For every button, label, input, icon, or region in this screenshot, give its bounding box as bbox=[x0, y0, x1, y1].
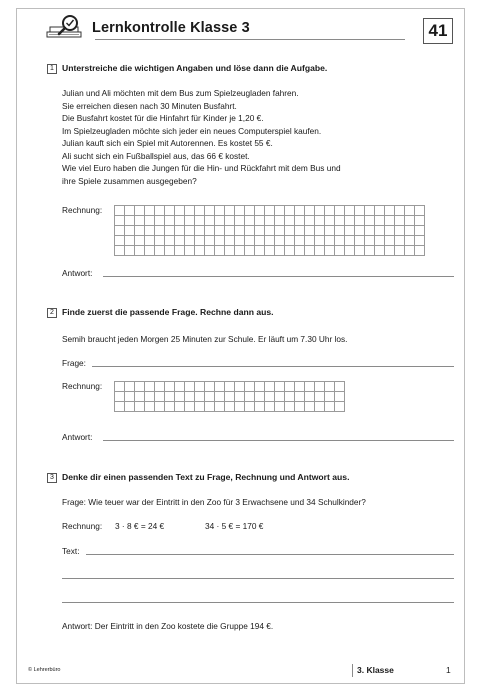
task-3-question: Frage: Wie teuer war der Eintritt in den Zoo für 3 Erwachsene und 34 Schulkinder? bbox=[62, 497, 366, 507]
task-1-calc-grid[interactable] bbox=[114, 205, 425, 256]
task-1-line: Die Busfahrt kostet für die Hinfahrt für Kinder je 1,20 €. bbox=[62, 113, 264, 123]
task-2-heading: Finde zuerst die passende Frage. Rechne dann aus. bbox=[62, 307, 274, 317]
task-2-answer-line[interactable] bbox=[103, 440, 454, 441]
task-3-number: 3 bbox=[47, 473, 57, 483]
task-3-calc-label: Rechnung: bbox=[62, 521, 103, 531]
page-number: 1 bbox=[446, 665, 451, 675]
copyright: © Lehrerbüro bbox=[28, 667, 61, 673]
task-3-text-line[interactable] bbox=[86, 554, 454, 555]
task-3-answer: Antwort: Der Eintritt in den Zoo kostete die Gruppe 194 €. bbox=[62, 621, 274, 631]
task-2-number: 2 bbox=[47, 308, 57, 318]
task-1-calc-label: Rechnung: bbox=[62, 205, 103, 215]
task-1-answer-label: Antwort: bbox=[62, 268, 93, 278]
task-2-calc-grid[interactable] bbox=[114, 381, 345, 412]
task-1-text bbox=[62, 87, 341, 187]
task-1-line: Julian und Ali möchten mit dem Bus zum Spielzeugladen fahren. bbox=[62, 88, 299, 98]
page-title: Lernkontrolle Klasse 3 bbox=[92, 20, 250, 36]
task-1-line: Julian kauft sich ein Spiel mit Autorennen. Es kostet 55 €. bbox=[62, 138, 273, 148]
magnifier-books-icon bbox=[44, 14, 90, 47]
footer-separator bbox=[352, 664, 353, 677]
class-label: 3. Klasse bbox=[357, 665, 394, 675]
task-2-calc-label: Rechnung: bbox=[62, 381, 103, 391]
task-1-line: Im Spielzeugladen möchte sich jeder ein neues Computerspiel kaufen. bbox=[62, 125, 322, 136]
task-3-text-line[interactable] bbox=[62, 578, 454, 579]
task-1-line: Ali sucht sich ein Fußballspiel aus, das 66 € kostet. bbox=[62, 150, 250, 161]
task-1-heading: Unterstreiche die wichtigen Angaben und löse dann die Aufgabe. bbox=[62, 63, 328, 73]
task-3-text-label: Text: bbox=[62, 546, 80, 556]
task-2-question-line[interactable] bbox=[92, 366, 454, 367]
task-3-calc-1: 3 · 8 € = 24 € bbox=[115, 521, 165, 531]
task-3-text-line[interactable] bbox=[62, 602, 454, 603]
task-2-question-label: Frage: bbox=[62, 358, 86, 368]
task-1-line: Wie viel Euro haben die Jungen für die Hin- und Rückfahrt mit dem Bus und bbox=[62, 163, 341, 173]
task-1-answer-line[interactable] bbox=[103, 276, 454, 277]
task-1-line: ihre Spiele zusammen ausgegeben? bbox=[62, 175, 197, 186]
page-badge: 41 bbox=[423, 18, 453, 44]
task-1-number: 1 bbox=[47, 64, 57, 74]
task-3-calc-2: 34 · 5 € = 170 € bbox=[205, 521, 264, 531]
task-2-text: Semih braucht jeden Morgen 25 Minuten zur Schule. Er läuft um 7.30 Uhr los. bbox=[62, 334, 348, 344]
task-3-heading: Denke dir einen passenden Text zu Frage, Rechnung und Antwort aus. bbox=[62, 472, 350, 482]
header-rule bbox=[95, 39, 405, 40]
task-1-line: Sie erreichen diesen nach 30 Minuten Busfahrt. bbox=[62, 100, 237, 111]
task-2-answer-label: Antwort: bbox=[62, 432, 93, 442]
